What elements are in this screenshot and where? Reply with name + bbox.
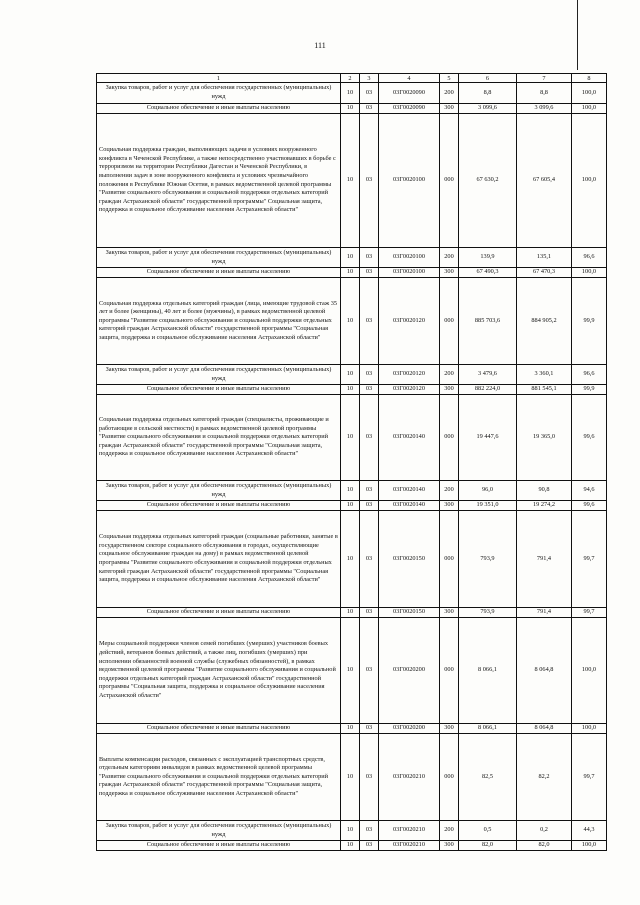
row-subsection: 03 — [360, 618, 379, 724]
row-code: 03Г0020120 — [379, 365, 440, 385]
row-subsection: 03 — [360, 385, 379, 395]
row-type: 300 — [440, 841, 459, 851]
row-section: 10 — [341, 114, 360, 248]
row-percent: 99,6 — [572, 395, 607, 481]
row-section: 10 — [341, 618, 360, 724]
row-actual: 8,8 — [517, 83, 572, 104]
row-actual: 3 360,1 — [517, 365, 572, 385]
row-actual: 3 099,6 — [517, 104, 572, 114]
row-section: 10 — [341, 385, 360, 395]
row-name: Закупка товаров, работ и услуг для обеспечения государственных (муниципальных) нужд — [97, 821, 341, 841]
row-plan: 882 224,0 — [459, 385, 517, 395]
table-row — [97, 618, 607, 724]
row-code: 03Г0020090 — [379, 104, 440, 114]
row-name: Социальная поддержка отдельных категорий граждан (социальные работники, занятые в государственном секторе социального обслуживания в городах, осуществляющие социальное обслуживание граждан на дому) в рамках ведомственной целевой программы "Развитие социального обслуживания и социальной поддержки отдельных категорий граждан Астраханской области" государственной программы "Социальная защита, поддержка и социальное обслуживание населения Астраханской области" — [97, 511, 341, 608]
row-name: Закупка товаров, работ и услуг для обеспечения государственных (муниципальных) нужд — [97, 365, 341, 385]
row-type: 200 — [440, 481, 459, 501]
row-actual: 881 545,1 — [517, 385, 572, 395]
row-name: Социальное обеспечение и иные выплаты населению — [97, 385, 341, 395]
row-section: 10 — [341, 365, 360, 385]
row-subsection: 03 — [360, 83, 379, 104]
row-plan: 139,9 — [459, 248, 517, 268]
table-row — [97, 268, 607, 278]
row-code: 03Г0020210 — [379, 821, 440, 841]
column-header: 1 — [97, 74, 341, 83]
row-section: 10 — [341, 395, 360, 481]
row-code: 03Г0020120 — [379, 278, 440, 365]
row-subsection: 03 — [360, 734, 379, 821]
row-plan: 67 490,3 — [459, 268, 517, 278]
row-percent: 96,6 — [572, 248, 607, 268]
row-name: Социальная поддержка граждан, выполняющих задачи в условиях вооруженного конфликта в Чеченской Республике, а также непосредственно участвовавших в борьбе с терроризмом на территории Республики Дагестан и Чеченской Республики, в выполнении задач в зоне вооруженного конфликта и условиях чрезвычайного положения в Республике Южная Осетия, в рамках ведомственной целевой программы "Развитие социального обслуживания и социальной поддержки отдельных категорий граждан Астраханской области" государственной программы" Социальная защита, поддержка и социальное обслуживание населения Астраханской области" — [97, 114, 341, 248]
row-type: 300 — [440, 608, 459, 618]
row-actual: 884 905,2 — [517, 278, 572, 365]
row-section: 10 — [341, 511, 360, 608]
row-code: 03Г0020150 — [379, 608, 440, 618]
row-plan: 885 703,6 — [459, 278, 517, 365]
row-subsection: 03 — [360, 841, 379, 851]
row-type: 200 — [440, 248, 459, 268]
row-percent: 100,0 — [572, 724, 607, 734]
row-code: 03Г0020140 — [379, 501, 440, 511]
row-actual: 90,8 — [517, 481, 572, 501]
row-type: 300 — [440, 104, 459, 114]
row-subsection: 03 — [360, 821, 379, 841]
row-plan: 8 066,1 — [459, 618, 517, 724]
row-name: Социальное обеспечение и иные выплаты населению — [97, 501, 341, 511]
row-actual: 82,2 — [517, 734, 572, 821]
table-header-row — [97, 74, 607, 83]
column-header: 6 — [459, 74, 517, 83]
table-row — [97, 734, 607, 821]
row-type: 200 — [440, 821, 459, 841]
row-plan: 8,8 — [459, 83, 517, 104]
row-type: 300 — [440, 724, 459, 734]
row-plan: 96,0 — [459, 481, 517, 501]
column-header: 7 — [517, 74, 572, 83]
row-plan: 19 447,6 — [459, 395, 517, 481]
row-percent: 99,6 — [572, 501, 607, 511]
row-section: 10 — [341, 481, 360, 501]
row-code: 03Г0020140 — [379, 395, 440, 481]
row-plan: 82,0 — [459, 841, 517, 851]
row-section: 10 — [341, 734, 360, 821]
row-name: Выплаты компенсации расходов, связанных с эксплуатацией транспортных средств, отдельным категориям инвалидов в рамках ведомственной целевой программы "Развитие социального обслуживания и социальной поддержки отдельных категорий граждан Астраханской области" государственной программы "Социальная защита, поддержка и социальное обслуживание населения Астраханской области" — [97, 734, 341, 821]
row-percent: 99,9 — [572, 385, 607, 395]
row-subsection: 03 — [360, 268, 379, 278]
margin-rule — [577, 0, 578, 70]
row-type: 000 — [440, 511, 459, 608]
row-name: Закупка товаров, работ и услуг для обеспечения государственных (муниципальных) нужд — [97, 83, 341, 104]
row-section: 10 — [341, 278, 360, 365]
row-actual: 19 365,0 — [517, 395, 572, 481]
row-plan: 82,5 — [459, 734, 517, 821]
column-header: 4 — [379, 74, 440, 83]
row-section: 10 — [341, 83, 360, 104]
row-name: Социальное обеспечение и иные выплаты населению — [97, 841, 341, 851]
table-row — [97, 365, 607, 385]
column-header: 5 — [440, 74, 459, 83]
table-row — [97, 248, 607, 268]
row-percent: 94,6 — [572, 481, 607, 501]
column-header: 2 — [341, 74, 360, 83]
row-section: 10 — [341, 268, 360, 278]
table-row — [97, 511, 607, 608]
row-section: 10 — [341, 104, 360, 114]
table-row — [97, 278, 607, 365]
row-code: 03Г0020100 — [379, 114, 440, 248]
row-code: 03Г0020100 — [379, 248, 440, 268]
table-row — [97, 114, 607, 248]
row-subsection: 03 — [360, 724, 379, 734]
table-row — [97, 104, 607, 114]
row-name: Социальное обеспечение и иные выплаты населению — [97, 268, 341, 278]
row-section: 10 — [341, 248, 360, 268]
row-code: 03Г0020140 — [379, 481, 440, 501]
row-plan: 8 066,1 — [459, 724, 517, 734]
row-actual: 791,4 — [517, 608, 572, 618]
row-plan: 793,9 — [459, 608, 517, 618]
row-code: 03Г0020200 — [379, 618, 440, 724]
row-code: 03Г0020090 — [379, 83, 440, 104]
row-actual: 19 274,2 — [517, 501, 572, 511]
row-actual: 8 064,8 — [517, 618, 572, 724]
row-plan: 3 099,6 — [459, 104, 517, 114]
row-actual: 82,0 — [517, 841, 572, 851]
row-actual: 791,4 — [517, 511, 572, 608]
row-type: 200 — [440, 83, 459, 104]
row-name: Закупка товаров, работ и услуг для обеспечения государственных (муниципальных) нужд — [97, 481, 341, 501]
row-percent: 100,0 — [572, 83, 607, 104]
table-row — [97, 608, 607, 618]
row-plan: 793,9 — [459, 511, 517, 608]
page-number: 111 — [314, 41, 326, 50]
row-type: 000 — [440, 395, 459, 481]
row-type: 300 — [440, 501, 459, 511]
row-type: 000 — [440, 114, 459, 248]
row-plan: 3 479,6 — [459, 365, 517, 385]
row-name: Социальное обеспечение и иные выплаты населению — [97, 724, 341, 734]
row-plan: 0,5 — [459, 821, 517, 841]
row-code: 03Г0020210 — [379, 734, 440, 821]
row-actual: 67 605,4 — [517, 114, 572, 248]
table-row — [97, 501, 607, 511]
table-row — [97, 841, 607, 851]
row-subsection: 03 — [360, 395, 379, 481]
row-code: 03Г0020200 — [379, 724, 440, 734]
table-row — [97, 481, 607, 501]
row-subsection: 03 — [360, 608, 379, 618]
row-percent: 99,7 — [572, 734, 607, 821]
row-plan: 19 351,0 — [459, 501, 517, 511]
row-name: Социальное обеспечение и иные выплаты населению — [97, 608, 341, 618]
table-row — [97, 395, 607, 481]
row-type: 300 — [440, 268, 459, 278]
row-subsection: 03 — [360, 481, 379, 501]
row-section: 10 — [341, 841, 360, 851]
row-actual: 0,2 — [517, 821, 572, 841]
row-subsection: 03 — [360, 114, 379, 248]
row-name: Социальная поддержка отдельных категорий граждан (специалисты, проживающие и работающие в сельской местности) в рамках ведомственной целевой программы "Развитие социального обслуживания и социальной поддержки отдельных категорий граждан Астраханской области" государственной программы "Социальная защита, поддержка и социальное обслуживание населения Астраханской области" — [97, 395, 341, 481]
row-subsection: 03 — [360, 248, 379, 268]
table-row — [97, 385, 607, 395]
table-row — [97, 724, 607, 734]
column-header: 3 — [360, 74, 379, 83]
row-section: 10 — [341, 724, 360, 734]
row-type: 000 — [440, 278, 459, 365]
row-percent: 100,0 — [572, 114, 607, 248]
row-percent: 99,7 — [572, 608, 607, 618]
row-code: 03Г0020150 — [379, 511, 440, 608]
budget-table — [96, 73, 607, 851]
row-code: 03Г0020120 — [379, 385, 440, 395]
row-percent: 99,9 — [572, 278, 607, 365]
row-percent: 100,0 — [572, 104, 607, 114]
row-subsection: 03 — [360, 278, 379, 365]
row-section: 10 — [341, 608, 360, 618]
row-actual: 135,1 — [517, 248, 572, 268]
row-subsection: 03 — [360, 511, 379, 608]
row-name: Социальная поддержка отдельных категорий граждан (лица, имеющие трудовой стаж 35 лет и более (женщины), 40 лет и более (мужчины), в рамках ведомственной целевой программы "Развитие социального обслуживания и социальной поддержки отдельных категорий граждан Астраханской области" государственной программы "Социальная защита, поддержка и социальное обслуживание населения Астраханской области" — [97, 278, 341, 365]
row-code: 03Г0020100 — [379, 268, 440, 278]
row-section: 10 — [341, 821, 360, 841]
row-section: 10 — [341, 501, 360, 511]
row-actual: 8 064,8 — [517, 724, 572, 734]
row-code: 03Г0020210 — [379, 841, 440, 851]
row-subsection: 03 — [360, 501, 379, 511]
row-plan: 67 630,2 — [459, 114, 517, 248]
row-type: 300 — [440, 385, 459, 395]
table-row — [97, 821, 607, 841]
row-percent: 100,0 — [572, 268, 607, 278]
row-percent: 44,3 — [572, 821, 607, 841]
row-name: Социальное обеспечение и иные выплаты населению — [97, 104, 341, 114]
row-type: 000 — [440, 618, 459, 724]
column-header: 8 — [572, 74, 607, 83]
row-percent: 100,0 — [572, 618, 607, 724]
row-percent: 100,0 — [572, 841, 607, 851]
table-row — [97, 83, 607, 104]
row-type: 200 — [440, 365, 459, 385]
row-subsection: 03 — [360, 104, 379, 114]
row-percent: 99,7 — [572, 511, 607, 608]
row-percent: 96,6 — [572, 365, 607, 385]
row-subsection: 03 — [360, 365, 379, 385]
row-type: 000 — [440, 734, 459, 821]
row-name: Меры социальной поддержки членов семей погибших (умерших) участников боевых действий, ветеранов боевых действий, а также лиц, погибших (умерших) при исполнении обязанностей военной службы (служебных обязанностей), в рамках ведомственной целевой программы "Развитие социального обслуживания и социальной поддержки отдельных категорий граждан Астраханской области" государственной программы "Социальная защита, поддержка и социальное обслуживание населения Астраханской области" — [97, 618, 341, 724]
row-name: Закупка товаров, работ и услуг для обеспечения государственных (муниципальных) нужд — [97, 248, 341, 268]
row-actual: 67 470,3 — [517, 268, 572, 278]
